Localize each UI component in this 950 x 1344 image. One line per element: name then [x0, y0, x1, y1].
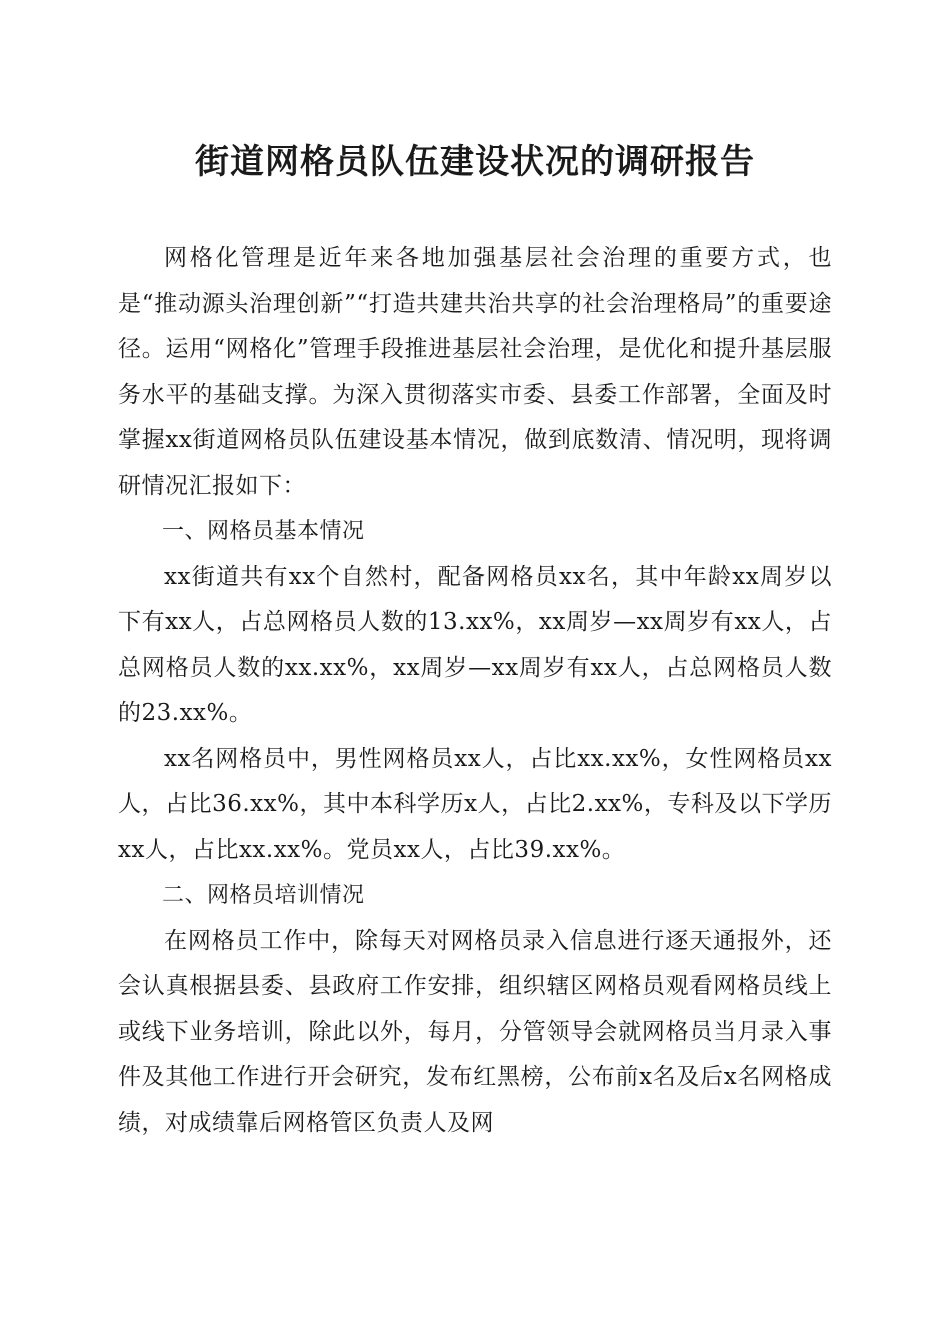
- paragraph-training: 在网格员工作中，除每天对网格员录入信息进行逐天通报外，还会认真根据县委、县政府工作安排，组织辖区网格员观看网格员线上或线下业务培训，除此以外，每月，分管领导会就网格员当月录入事件及其他工作进行开会研究，发布红黑榜，公布前x名及后x名网格成绩，对成绩靠后网格管区负责人及网: [118, 927, 832, 1136]
- intro-paragraph: 网格化管理是近年来各地加强基层社会治理的重要方式，也是“推动源头治理创新”“打造共建共治共享的社会治理格局”的重要途径。运用“网格化”管理手段推进基层社会治理，是优化和提升基层服务水平的基础支撑。为深入贯彻落实市委、县委工作部署，全面及时掌握xx街道网格员队伍建设基本情况，做到底数清、情况明，现将调研情况汇报如下：: [118, 245, 832, 499]
- document-title: 街道网格员队伍建设状况的调研报告: [195, 142, 755, 182]
- section-heading-training: 二、网格员培训情况: [162, 883, 365, 908]
- paragraph-gender-education: xx名网格员中，男性网格员xx人，占比xx.xx%，女性网格员xx人，占比36.xx%，其中本科学历x人，占比2.xx%，专科及以下学历xx人，占比xx.xx%。党员xx人，占比39.xx%。: [118, 745, 832, 863]
- paragraph-age-distribution: xx街道共有xx个自然村，配备网格员xx名，其中年龄xx周岁以下有xx人，占总网格员人数的13.xx%，xx周岁—xx周岁有xx人，占总网格员人数的xx.xx%，xx周岁—xx周岁有xx人，占总网格员人数的23.xx%。: [118, 563, 832, 726]
- section-heading-basic-info: 一、网格员基本情况: [162, 519, 365, 544]
- document-page: [118, 130, 832, 1146]
